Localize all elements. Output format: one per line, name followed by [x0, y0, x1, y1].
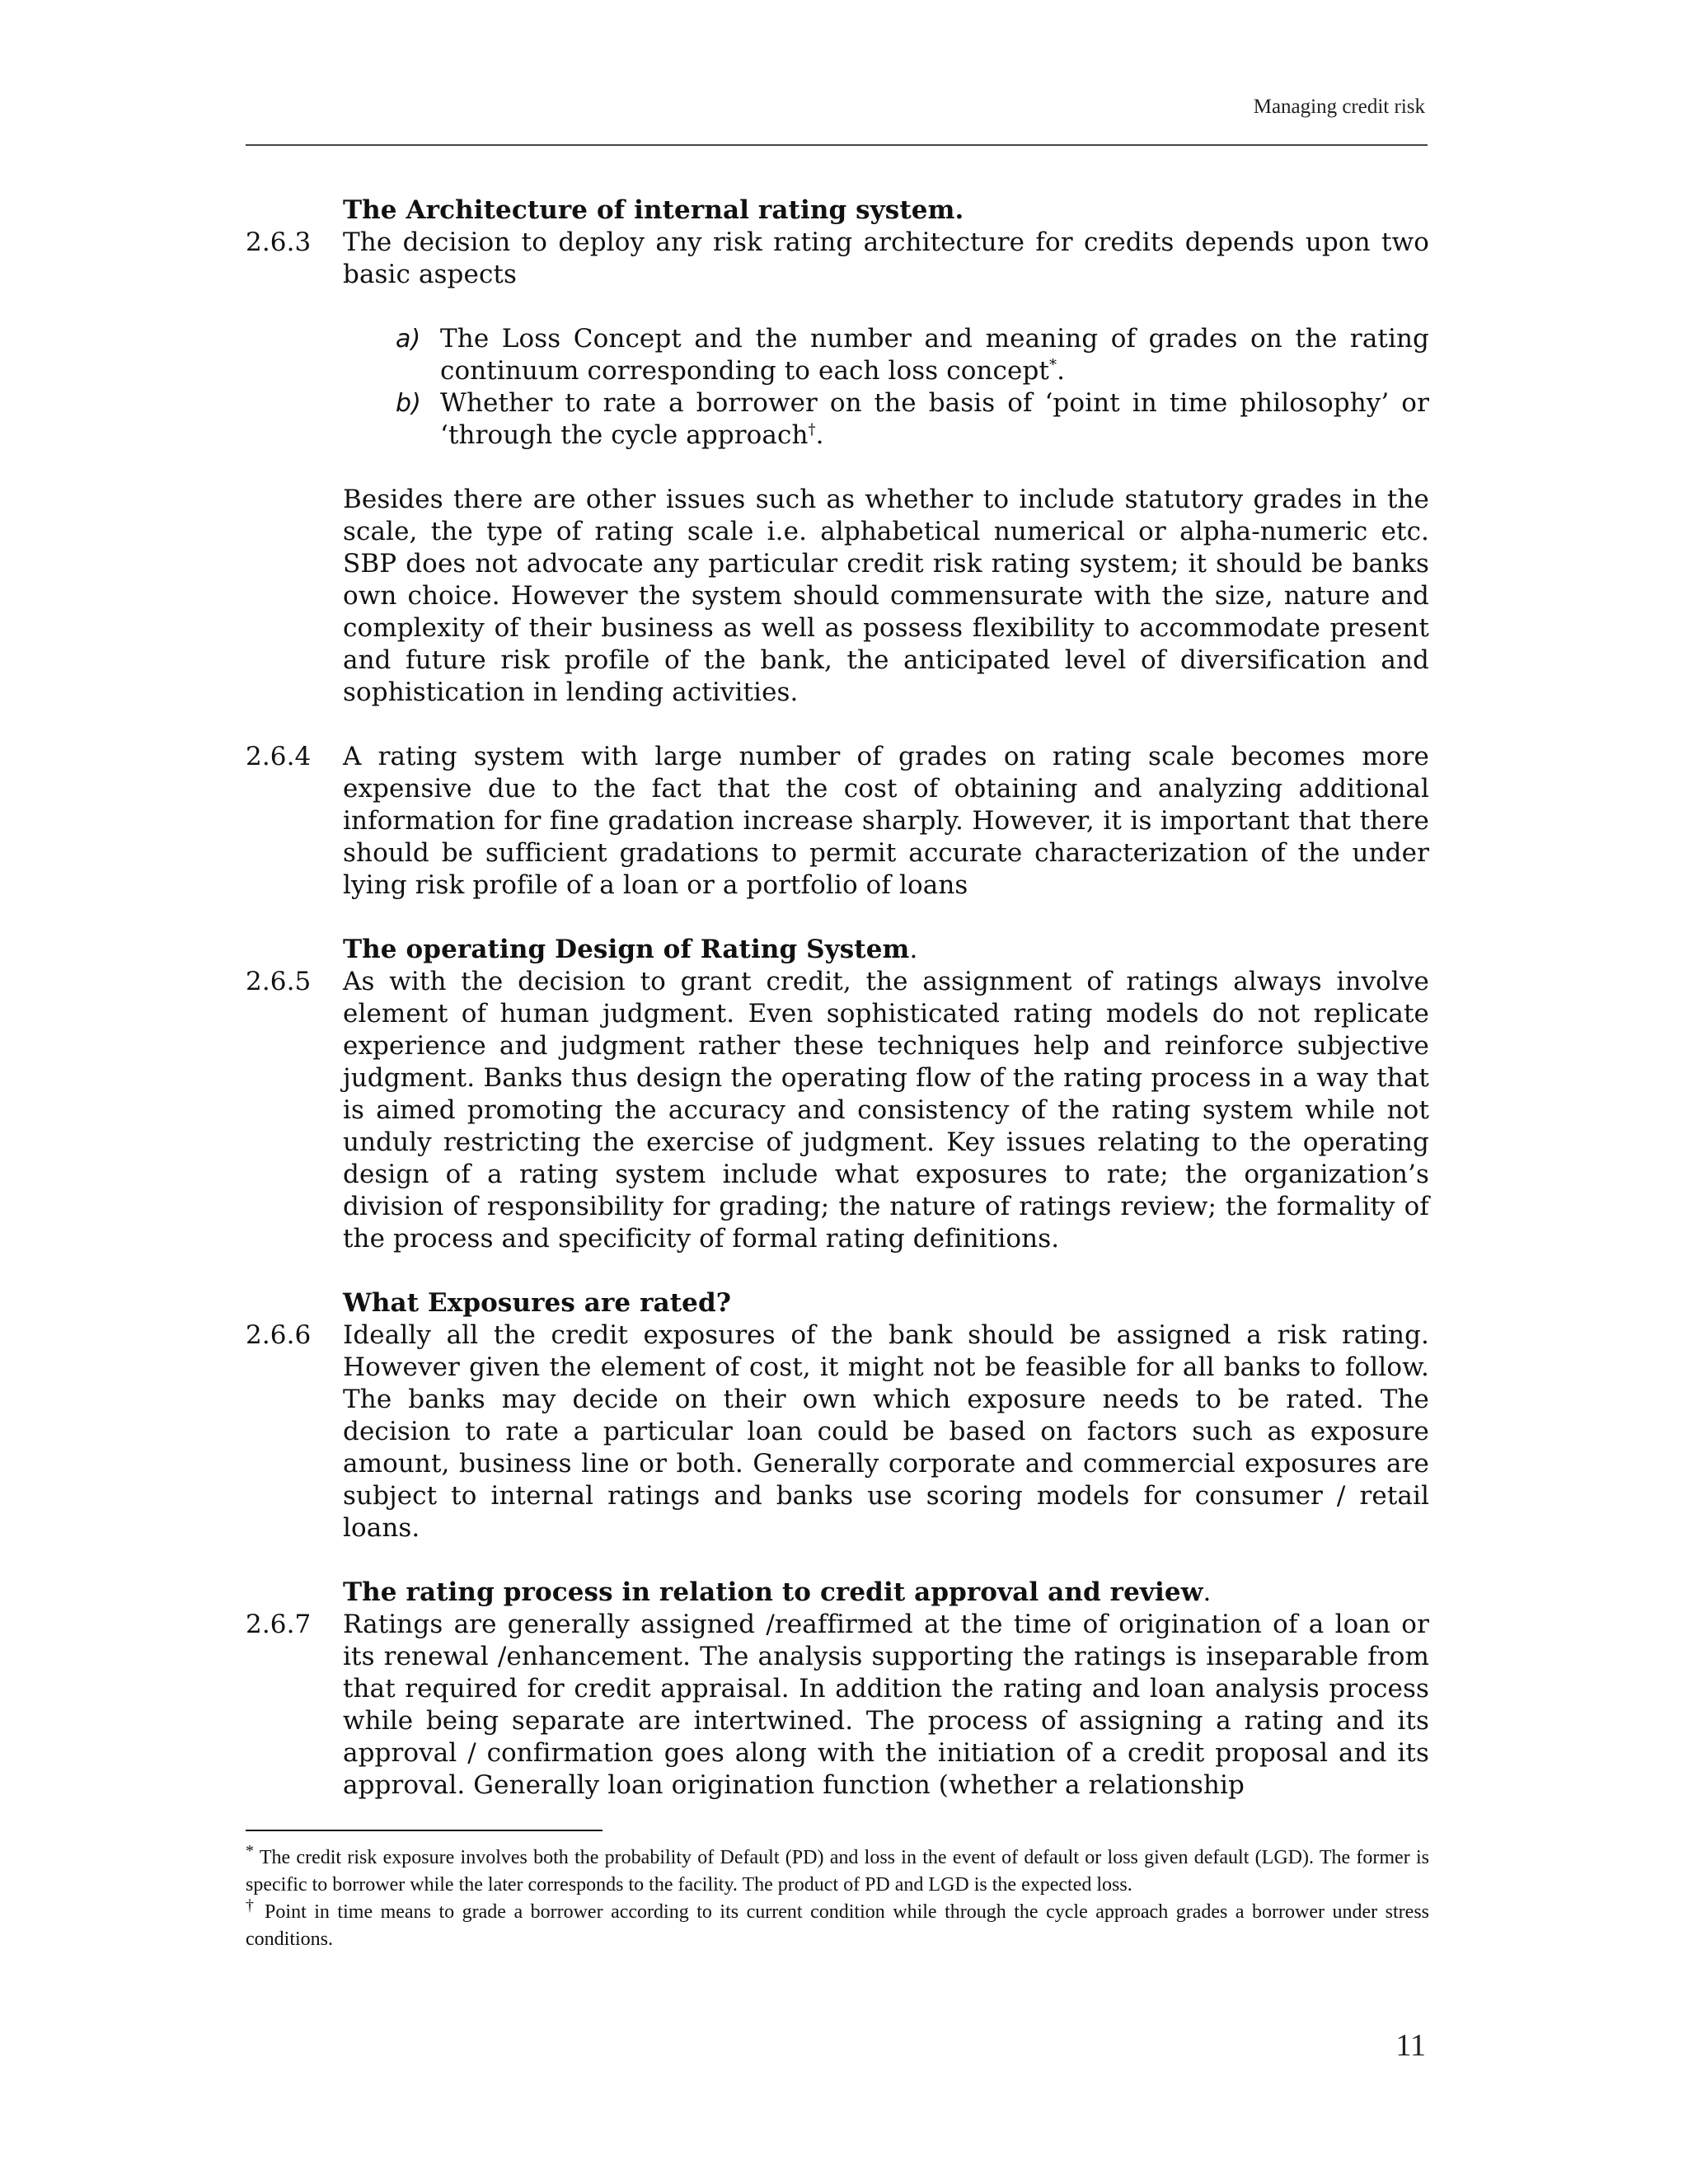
paragraph-text: Besides there are other issues such as whether to include statutory grades in the scale, the type of rating scale i.e. alphabetical numerical or alpha-numeric etc. SBP does not advocate any particular credit risk rating system; it should be banks own choice. However the system should commensurate with the size, nature and complexity of their business as well as possess flexibility to accommodate present and future risk profile of the bank, the anticipated level of diversification and sophistication in lending activities.: [343, 485, 1429, 707]
paragraph-number: 2.6.5: [246, 967, 312, 996]
footnote-rule: [246, 1830, 603, 1831]
heading-row-exposures: [246, 1287, 1429, 1319]
footnote-ref: †: [808, 420, 816, 438]
heading-process: The rating process in relation to credit approval and review.: [343, 1577, 1212, 1607]
heading-operating: The operating Design of Rating System.: [343, 935, 918, 964]
heading-row-process: [246, 1577, 1429, 1609]
paragraph-2-6-7: [246, 1609, 1429, 1802]
footnote-1: * The credit risk exposure involves both the probability of Default (PD) and loss in the event of default or loss given default (LGD). The former is specific to borrower while the later corresponds to the facility. The product of PD and LGD is the expected loss.: [246, 1842, 1429, 1896]
paragraph-2-6-5: [246, 966, 1429, 1255]
running-header: Managing credit risk: [1253, 96, 1425, 118]
paragraph-number: 2.6.4: [246, 742, 312, 771]
list-item-a: [343, 323, 1429, 387]
paragraph-followup: [246, 484, 1429, 709]
paragraph-number: 2.6.3: [246, 227, 312, 257]
aspects-list: [343, 323, 1429, 452]
list-item-text: The Loss Concept and the number and meaning of grades on the rating continuum corresponding to each loss concept*.: [440, 324, 1429, 386]
list-marker: b): [396, 389, 421, 418]
paragraph-number: 2.6.6: [246, 1320, 312, 1350]
page-number: 11: [1395, 2028, 1426, 2063]
paragraph-text: As with the decision to grant credit, the assignment of ratings always involve element of human judgment. Even sophisticated rating models do not replicate experience and judgment rather these techniques help and reinforce subjective judgment. Banks thus design the operating flow of the rating process in a way that is aimed promoting the accuracy and consistency of the rating system while not unduly restricting the exercise of judgment. Key issues relating to the operating design of a rating system include what exposures to rate; the organization’s division of responsibility for grading; the nature of ratings review; the formality of the process and specificity of formal rating definitions.: [343, 967, 1429, 1254]
footnote-mark: †: [246, 1896, 257, 1915]
paragraph-number: 2.6.7: [246, 1610, 312, 1639]
footnote-ref: *: [1048, 356, 1057, 374]
paragraph-text: Ideally all the credit exposures of the bank should be assigned a risk rating. However given the element of cost, it might not be feasible for all banks to follow. The banks may decide on their own which exposure needs to be rated. The decision to rate a particular loan could be based on factors such as exposure amount, business line or both. Generally corporate and commercial exposures are subject to internal ratings and banks use scoring models for consumer / retail loans.: [343, 1320, 1429, 1543]
paragraph-2-6-6: [246, 1319, 1429, 1544]
page-body: [246, 194, 1429, 1802]
heading-row-architecture: [246, 194, 1429, 227]
footnote-mark: *: [246, 1842, 254, 1860]
heading-exposures: What Exposures are rated?: [343, 1288, 732, 1318]
paragraph-text: A rating system with large number of grades on rating scale becomes more expensive due to the fact that the cost of obtaining and analyzing additional information for fine gradation increase sharply. However, it is important that there should be sufficient gradations to permit accurate characterization of the under lying risk profile of a loan or a portfolio of loans: [343, 742, 1429, 900]
footnotes: [246, 1844, 1429, 1953]
paragraph-text: Ratings are generally assigned /reaffirmed at the time of origination of a loan or its renewal /enhancement. The analysis supporting the ratings is inseparable from that required for credit appraisal. In addition the rating and loan analysis process while being separate are intertwined. The process of assigning a rating and its approval / confirmation goes along with the initiation of a credit proposal and its approval. Generally loan origination function (whether a relationship: [343, 1610, 1429, 1800]
list-item-text: Whether to rate a borrower on the basis of ‘point in time philosophy’ or ‘through the cycle approach†.: [440, 388, 1429, 450]
list-item-b: [343, 387, 1429, 452]
list-marker: a): [396, 325, 421, 354]
heading-architecture: The Architecture of internal rating system.: [343, 195, 964, 225]
paragraph-2-6-4: [246, 741, 1429, 902]
paragraph-2-6-3: [246, 227, 1429, 291]
paragraph-text: The decision to deploy any risk rating architecture for credits depends upon two basic aspects: [343, 227, 1429, 289]
heading-row-operating: [246, 934, 1429, 966]
header-rule: [246, 144, 1428, 146]
footnote-2: † Point in time means to grade a borrower according to its current condition while through the cycle approach grades a borrower under stress conditions.: [246, 1896, 1430, 1950]
